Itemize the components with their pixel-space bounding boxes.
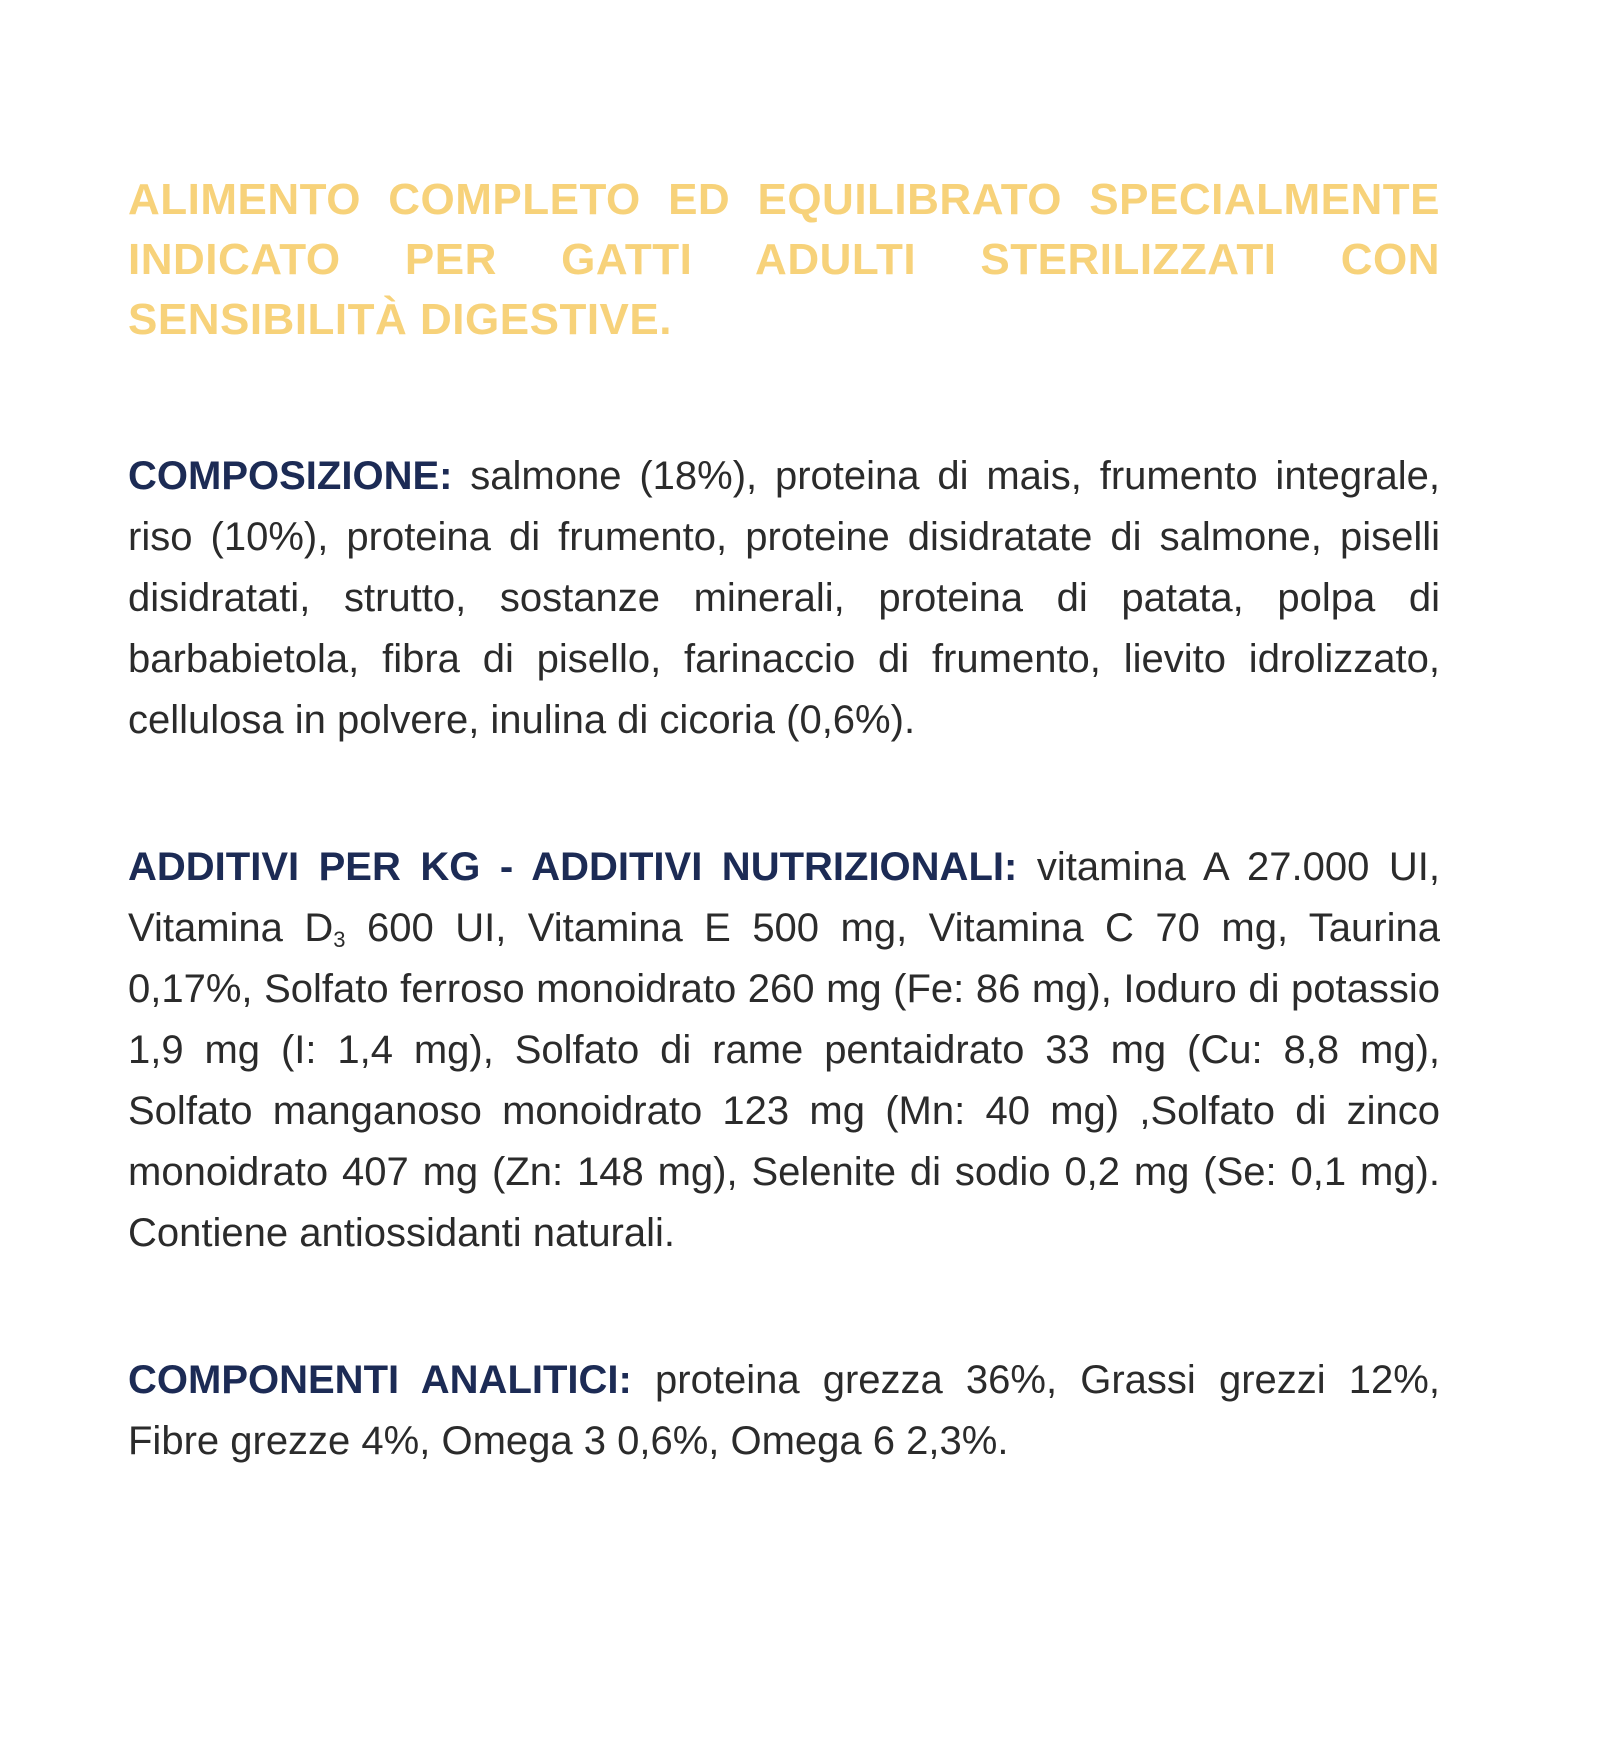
composition-text: salmone (18%), proteina di mais, frumento integrale, riso (10%), proteina di frumento, proteine disidratate di salmone, piselli disidratati, strutto, sostanze minerali, proteina di patata, polpa di barbabietola, fibra di pisello, farinaccio di frumento, lievito idrolizzato, cellulosa in polvere, inulina di cicoria (0,6%). [128, 454, 1440, 742]
additives-section [128, 837, 1440, 1264]
additives-label: ADDITIVI PER KG - ADDITIVI NUTRIZIONALI: [128, 845, 1018, 889]
composition-section [128, 446, 1440, 751]
product-intro: ALIMENTO COMPLETO ED EQUILIBRATO SPECIALMENTE INDICATO PER GATTI ADULTI STERILIZZATI CON SENSIBILITÀ DIGESTIVE. [128, 175, 1440, 344]
analytical-text: proteina grezza 36%, Grassi grezzi 12%, Fibre grezze 4%, Omega 3 0,6%, Omega 6 2,3%. [128, 1358, 1440, 1463]
analytical-label: COMPONENTI ANALITICI: [128, 1358, 632, 1402]
product-description [128, 170, 1440, 1558]
composition-label: COMPOSIZIONE: [128, 454, 453, 498]
analytical-section [128, 1350, 1440, 1472]
additives-text-part2: 600 UI, Vitamina E 500 mg, Vitamina C 70 mg, Taurina 0,17%, Solfato ferroso monoidrato 260 mg (Fe: 86 mg), Ioduro di potassio 1,9 mg (I: 1,4 mg), Solfato di rame pentaidrato 33 mg (Cu: 8,8 mg), Solfato manganoso monoidrato 123 mg (Mn: 40 mg) ,Solfato di zinco monoidrato 407 mg (Zn: 148 mg), Selenite di sodio 0,2 mg (Se: 0,1 mg). Contiene antiossidanti naturali. [128, 906, 1440, 1255]
additives-text-part1: vitamina A 27.000 UI, Vitamina D [128, 845, 1440, 950]
vitamin-d-subscript: 3 [333, 927, 346, 952]
